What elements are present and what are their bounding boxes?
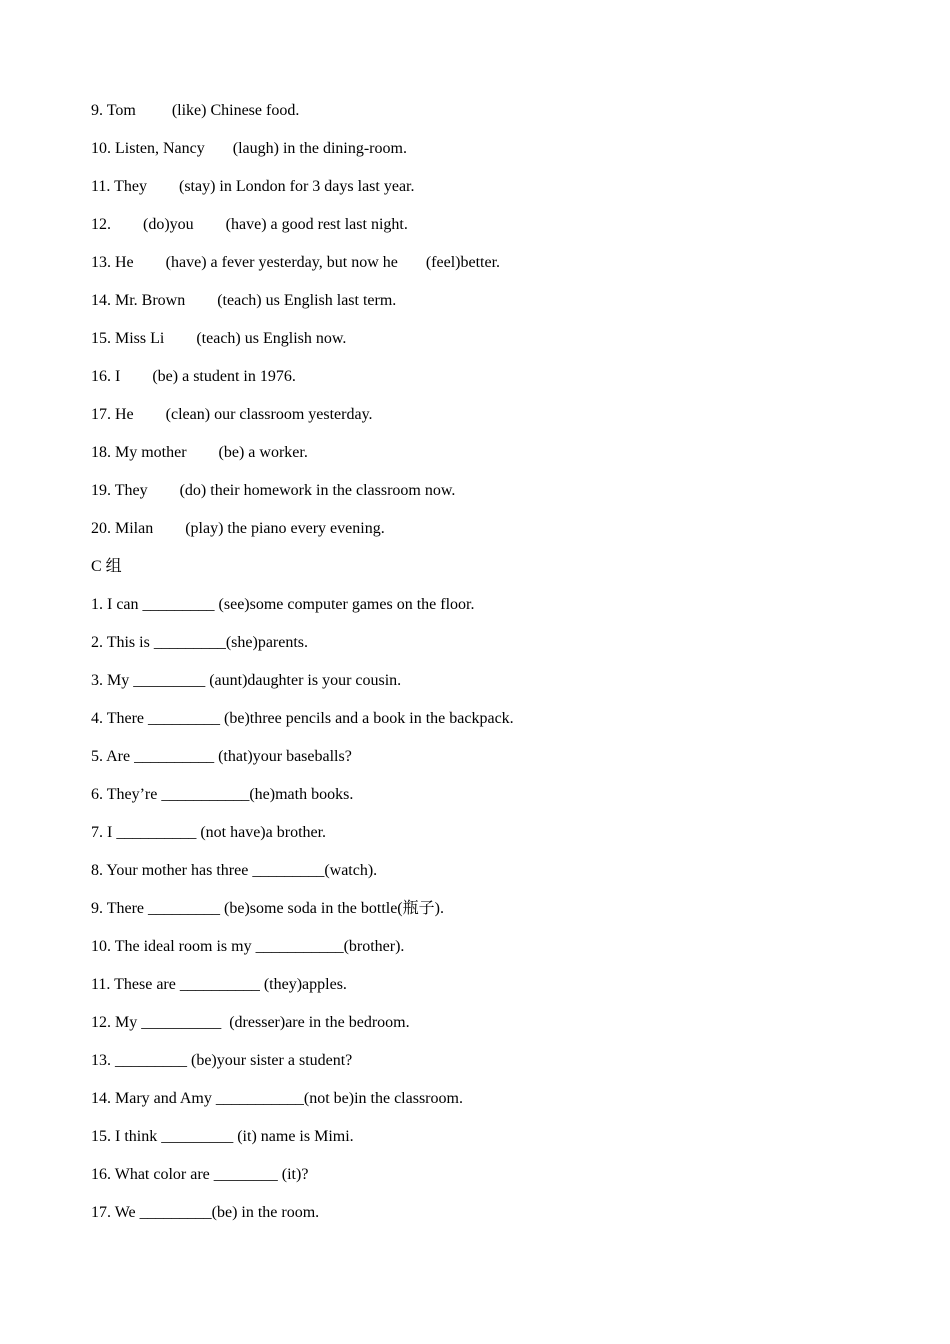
exercise-item: 17. We _________(be) in the room. (91, 1204, 320, 1221)
exercise-item: 4. There _________ (be)three pencils and a book in the backpack. (91, 710, 514, 727)
exercise-item: 11. They (stay) in London for 3 days last year. (91, 178, 415, 195)
exercise-item: 12. (do)you (have) a good rest last night. (91, 216, 408, 233)
exercise-item: 9. Tom (like) Chinese food. (91, 102, 300, 119)
exercise-page (91, 99, 891, 1239)
exercise-item: 16. I (be) a student in 1976. (91, 368, 296, 385)
exercise-item: 11. These are __________ (they)apples. (91, 976, 347, 993)
exercise-item: 1. I can _________ (see)some computer games on the floor. (91, 596, 475, 613)
exercise-item: 16. What color are ________ (it)? (91, 1166, 309, 1183)
exercise-item: 2. This is _________(she)parents. (91, 634, 309, 651)
exercise-item: 20. Milan (play) the piano every evening. (91, 520, 385, 537)
exercise-item: 13. _________ (be)your sister a student? (91, 1052, 353, 1069)
exercise-item: 10. The ideal room is my ___________(brother). (91, 938, 405, 955)
exercise-item: 12. My __________ (dresser)are in the bedroom. (91, 1014, 410, 1031)
exercise-item: 5. Are __________ (that)your baseballs? (91, 748, 352, 765)
exercise-item: 18. My mother (be) a worker. (91, 444, 308, 461)
exercise-item: 9. There _________ (be)some soda in the bottle(瓶子). (91, 900, 444, 917)
exercise-item: 10. Listen, Nancy (laugh) in the dining-room. (91, 140, 407, 157)
exercise-item: 14. Mr. Brown (teach) us English last term. (91, 292, 397, 309)
exercise-item: 17. He (clean) our classroom yesterday. (91, 406, 373, 423)
exercise-item: 19. They (do) their homework in the classroom now. (91, 482, 456, 499)
exercise-item: 6. They’re ___________(he)math books. (91, 786, 354, 803)
exercise-item: 8. Your mother has three _________(watch). (91, 862, 378, 879)
exercise-item: 3. My _________ (aunt)daughter is your cousin. (91, 672, 402, 689)
section-c-heading: C 组 (91, 558, 122, 575)
exercise-item: 13. He (have) a fever yesterday, but now he (feel)better. (91, 254, 501, 271)
exercise-item: 14. Mary and Amy ___________(not be)in the classroom. (91, 1090, 463, 1107)
exercise-item: 7. I __________ (not have)a brother. (91, 824, 327, 841)
exercise-item: 15. Miss Li (teach) us English now. (91, 330, 347, 347)
exercise-item: 15. I think _________ (it) name is Mimi. (91, 1128, 354, 1145)
